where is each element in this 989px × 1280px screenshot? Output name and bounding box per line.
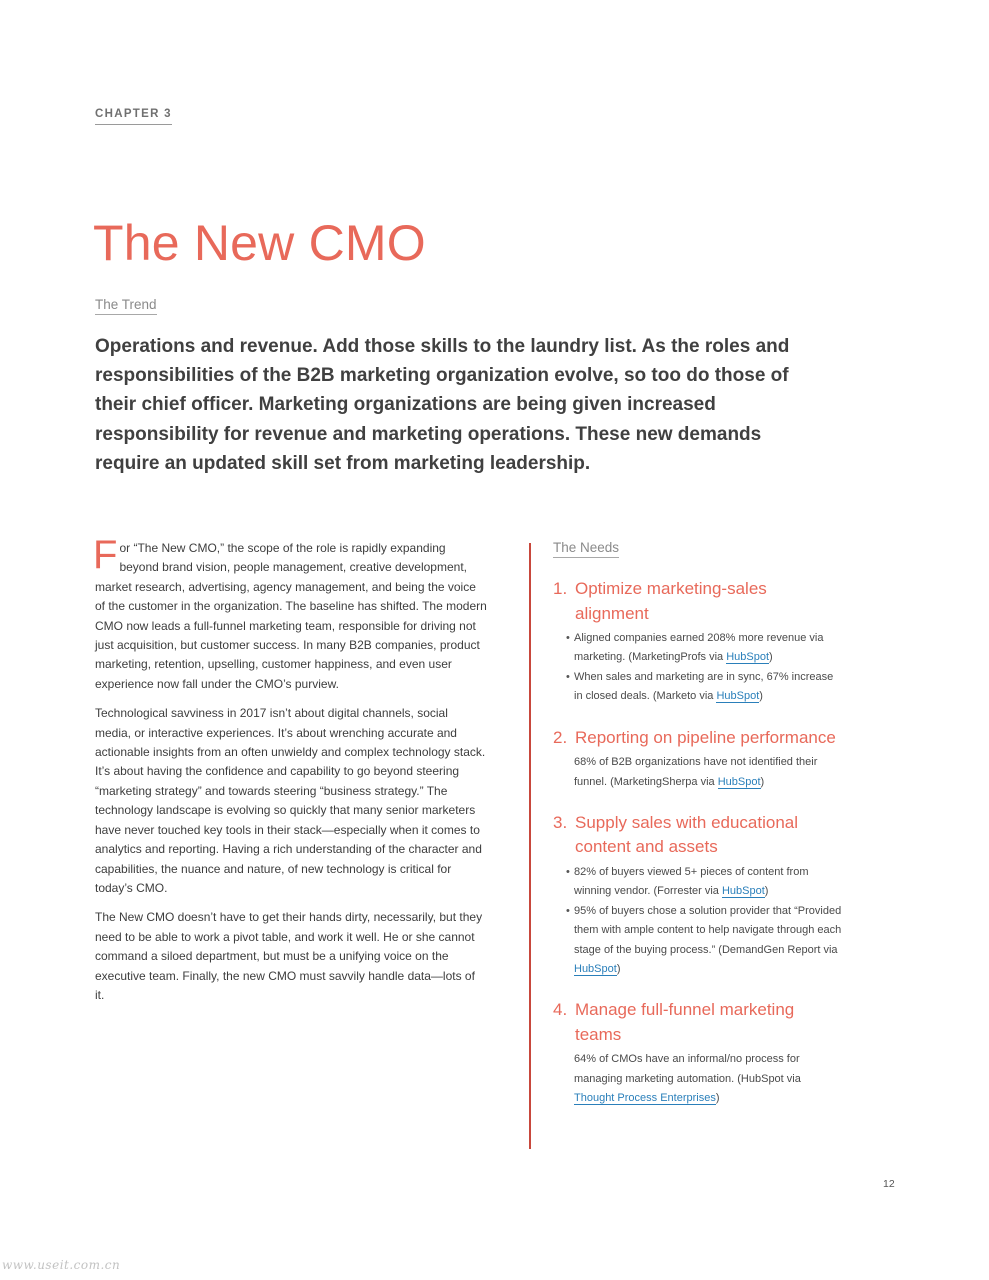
source-link[interactable]: HubSpot <box>726 651 770 664</box>
need-number: 1. <box>553 579 568 598</box>
source-link[interactable]: HubSpot <box>717 775 761 788</box>
body-paragraph-2: Technological savviness in 2017 isn’t about digital channels, social media, or interactive experiences. It’s about wrenching accurate and actionable insights from an often unwieldy and complex technology stack. It’s about having the confidence and capability to go beyond steering “marketing strategy” and towards steering “business strategy.” The technology landscape is evolving so quickly that many senior marketers have never touched key tools in their stack—especially when it comes to analytics and reporting. Having a rich understanding of the character and capabilities, the nuance and nature, of new technology is critical for today’s CMO. <box>95 706 486 895</box>
need-title: Manage full-funnel marketing teams <box>575 1000 795 1044</box>
need-number: 3. <box>553 812 568 832</box>
page-title: The New CMO <box>93 215 426 271</box>
need-title: Supply sales with educational content and assets <box>575 812 799 857</box>
stat-item: • 95% of buyers chose a solution provider that “Provided them with ample content to help navigate through each stage of the buying process.” (DemandGen Report via HubSpot) <box>553 902 843 980</box>
bullet-icon: • <box>566 670 570 683</box>
need-number: 4. <box>553 1000 568 1020</box>
trend-label: The Trend <box>95 297 157 315</box>
stat-text: 68% of B2B organizations have not identified their funnel. (MarketingSherpa via HubSpot) <box>574 756 818 788</box>
drop-cap: F <box>93 533 118 577</box>
need-item <box>553 998 843 1108</box>
body-paragraph-1-text: or “The New CMO,” the scope of the role is rapidly expanding beyond brand vision, people management, creative development, market research, advertising, agency management, and being the voice of the customer in the organization. The baseline has shifted. The modern CMO now leads a full-funnel marketing team, responsible for driving not just acquisition, but customer success. In many B2B companies, product marketing, retention, upselling, customer happiness, and even user experience now fall under the CMO’s purview. <box>95 541 487 691</box>
chapter-label: CHAPTER 3 <box>95 108 172 125</box>
stat-item: • When sales and marketing are in sync, 67% increase in closed deals. (Marketo via HubSpot) <box>553 668 843 707</box>
lead-paragraph: Operations and revenue. Add those skills to the laundry list. As the roles and responsibilities of the B2B marketing organization evolve, so too do those of their chief officer. Marketing organizations are being given increased responsibility for revenue and marketing operations. These new demands require an updated skill set from marketing leadership. <box>95 336 790 474</box>
needs-label: The Needs <box>553 540 619 558</box>
body-paragraph-1 <box>93 533 487 694</box>
need-title: Optimize marketing-sales alignment <box>575 579 767 623</box>
need-item <box>553 726 843 792</box>
body-column <box>93 533 487 1015</box>
need-title: Reporting on pipeline performance <box>575 727 836 747</box>
need-number: 2. <box>553 727 568 747</box>
bullet-icon: • <box>566 904 570 917</box>
bullet-icon: • <box>566 632 570 644</box>
need-item <box>553 577 843 707</box>
source-link[interactable]: Thought Process Enterprises <box>574 1092 716 1105</box>
stat-text: 64% of CMOs have an informal/no process for managing marketing automation. (HubSpot via Thought Process Enterprises) <box>574 1053 801 1105</box>
needs-sidebar <box>553 539 843 1128</box>
stat-item: • Aligned companies earned 208% more revenue via marketing. (MarketingProfs via HubSpot) <box>553 629 843 668</box>
body-paragraph-3: The New CMO doesn’t have to get their hands dirty, necessarily, but they need to be able to work a pivot table, and work it well. He or she cannot command a siloed department, but must be a unifying voice on the executive team. Finally, the new CMO must savvily handle data—lots of it. <box>95 910 483 1002</box>
need-stats <box>553 629 843 707</box>
source-link[interactable]: HubSpot <box>721 885 765 898</box>
source-link[interactable]: HubSpot <box>574 962 617 975</box>
watermark: www.useit.com.cn <box>2 1258 121 1272</box>
stat-item: • 82% of buyers viewed 5+ pieces of content from winning vendor. (Forrester via HubSpot) <box>553 863 843 902</box>
bullet-icon: • <box>566 865 570 878</box>
need-item <box>553 811 843 979</box>
source-link[interactable]: HubSpot <box>716 690 760 703</box>
page-number: 12 <box>883 1178 895 1190</box>
column-divider <box>529 543 531 1149</box>
need-stats <box>553 863 843 979</box>
